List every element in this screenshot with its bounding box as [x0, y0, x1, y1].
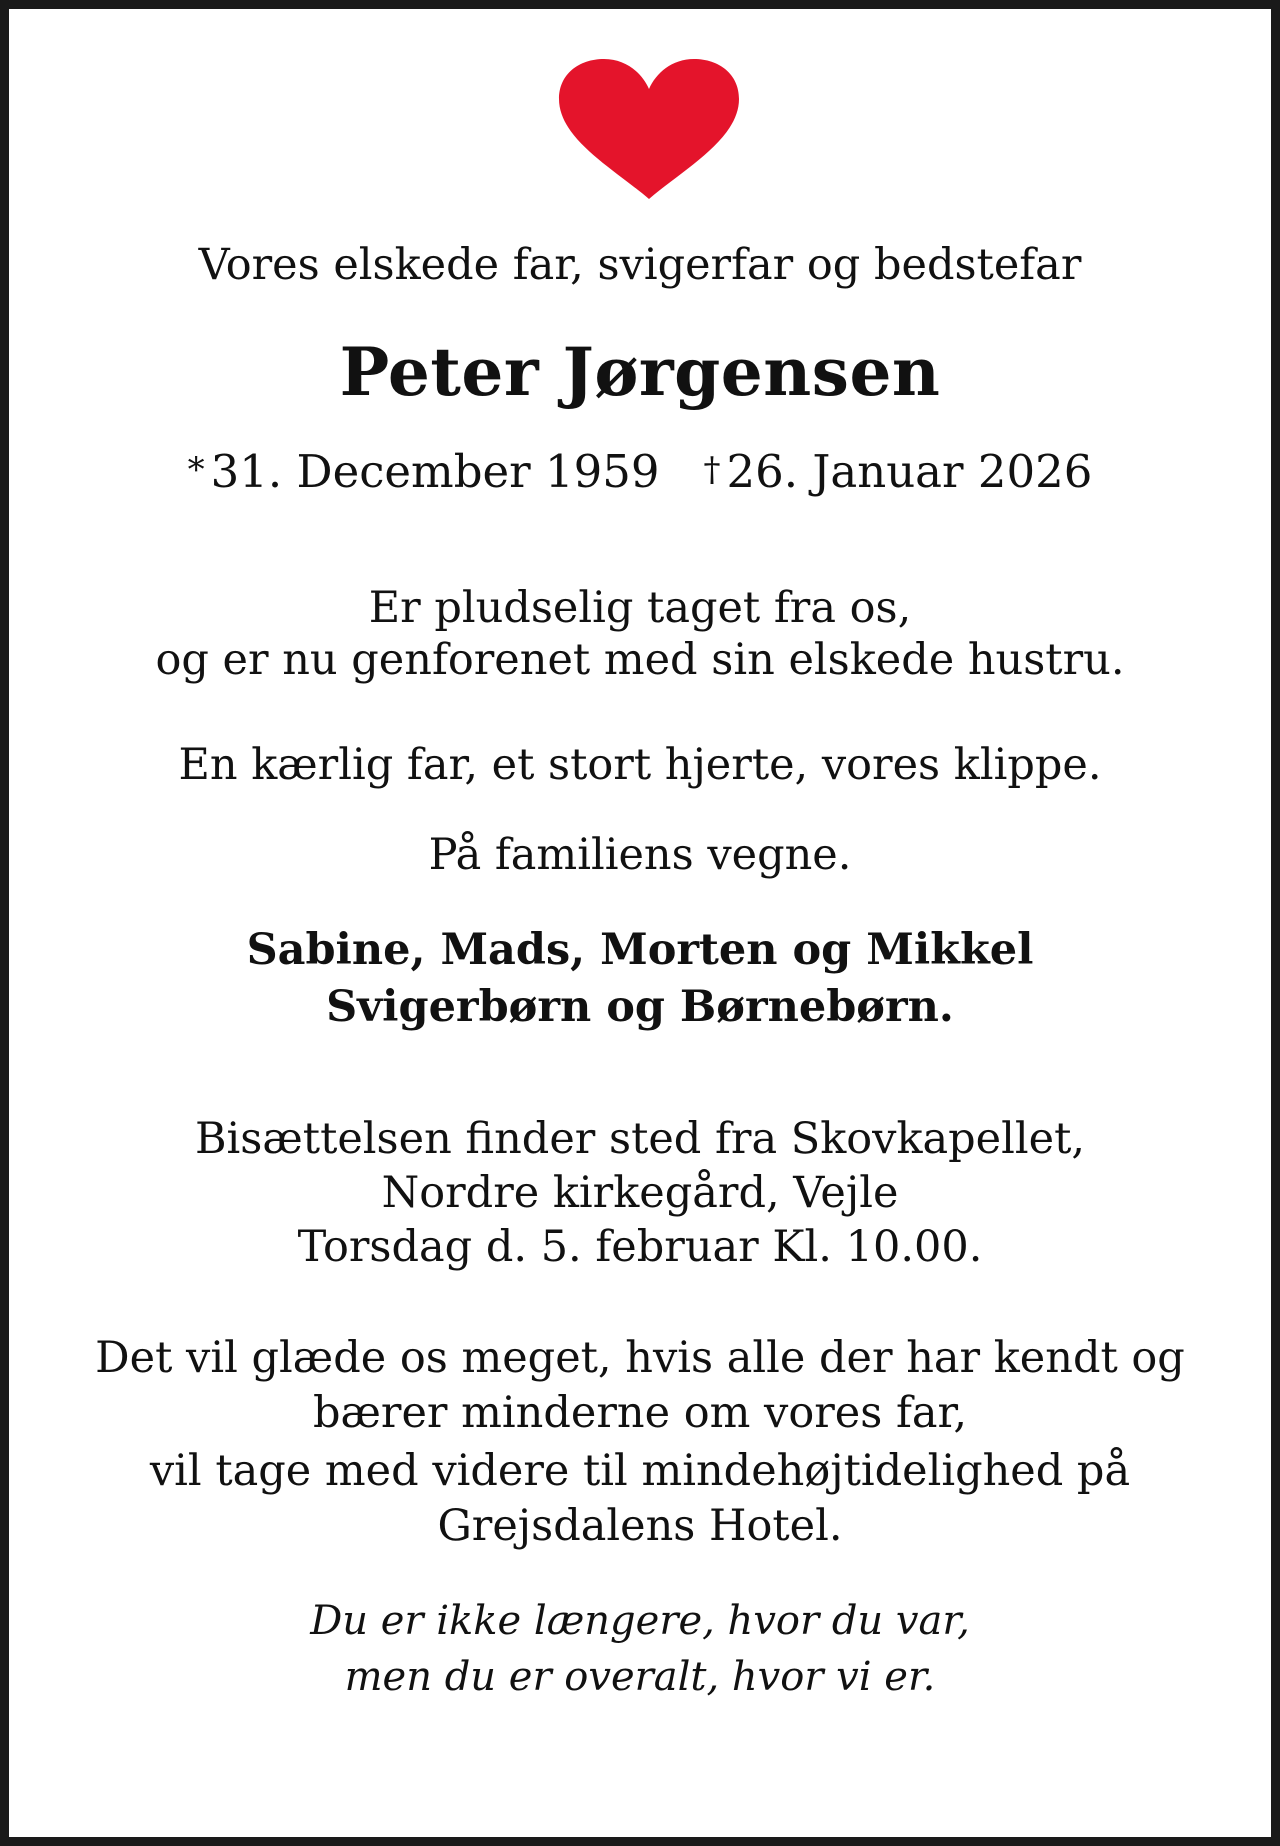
- deceased-name: Peter Jørgensen: [339, 333, 941, 411]
- message-line-1: Er pludselig taget fra os,: [368, 583, 912, 633]
- funeral-line-1: Bisættelsen finder sted fra Skovkapellet,: [194, 1114, 1086, 1164]
- intro-text: Vores elskede far, svigerfar og bedstefar: [198, 240, 1082, 290]
- invitation-line-3: vil tage med videre til mindehøjtidelighed på: [149, 1446, 1131, 1496]
- birth-date: 31. December 1959: [210, 445, 660, 498]
- funeral-line-3: Torsdag d. 5. februar Kl. 10.00.: [297, 1222, 983, 1272]
- invitation-line-4: Grejsdalens Hotel.: [437, 1501, 843, 1551]
- invitation-line-1: Det vil glæde os meget, hvis alle der har kendt og: [95, 1333, 1185, 1383]
- verse-line-2: men du er overalt, hvor vi er.: [344, 1654, 936, 1700]
- family-line-2: Svigerbørn og Børnebørn.: [326, 982, 954, 1032]
- life-dates: [9, 445, 1271, 498]
- family-line-1: Sabine, Mads, Morten og Mikkel: [246, 925, 1034, 975]
- invitation-line-2: bærer minderne om vores far,: [312, 1388, 968, 1438]
- heart-icon: [554, 59, 744, 204]
- family-note: På familiens vegne.: [428, 830, 852, 880]
- death-date: 26. Januar 2026: [726, 445, 1093, 498]
- birth-symbol: *: [187, 450, 205, 490]
- death-symbol: †: [703, 450, 721, 490]
- tribute-text: En kærlig far, et stort hjerte, vores klippe.: [178, 740, 1102, 790]
- funeral-line-2: Nordre kirkegård, Vejle: [381, 1168, 899, 1218]
- message-line-2: og er nu genforenet med sin elskede hustru.: [155, 635, 1125, 685]
- verse-line-1: Du er ikke længere, hvor du var,: [310, 1598, 970, 1644]
